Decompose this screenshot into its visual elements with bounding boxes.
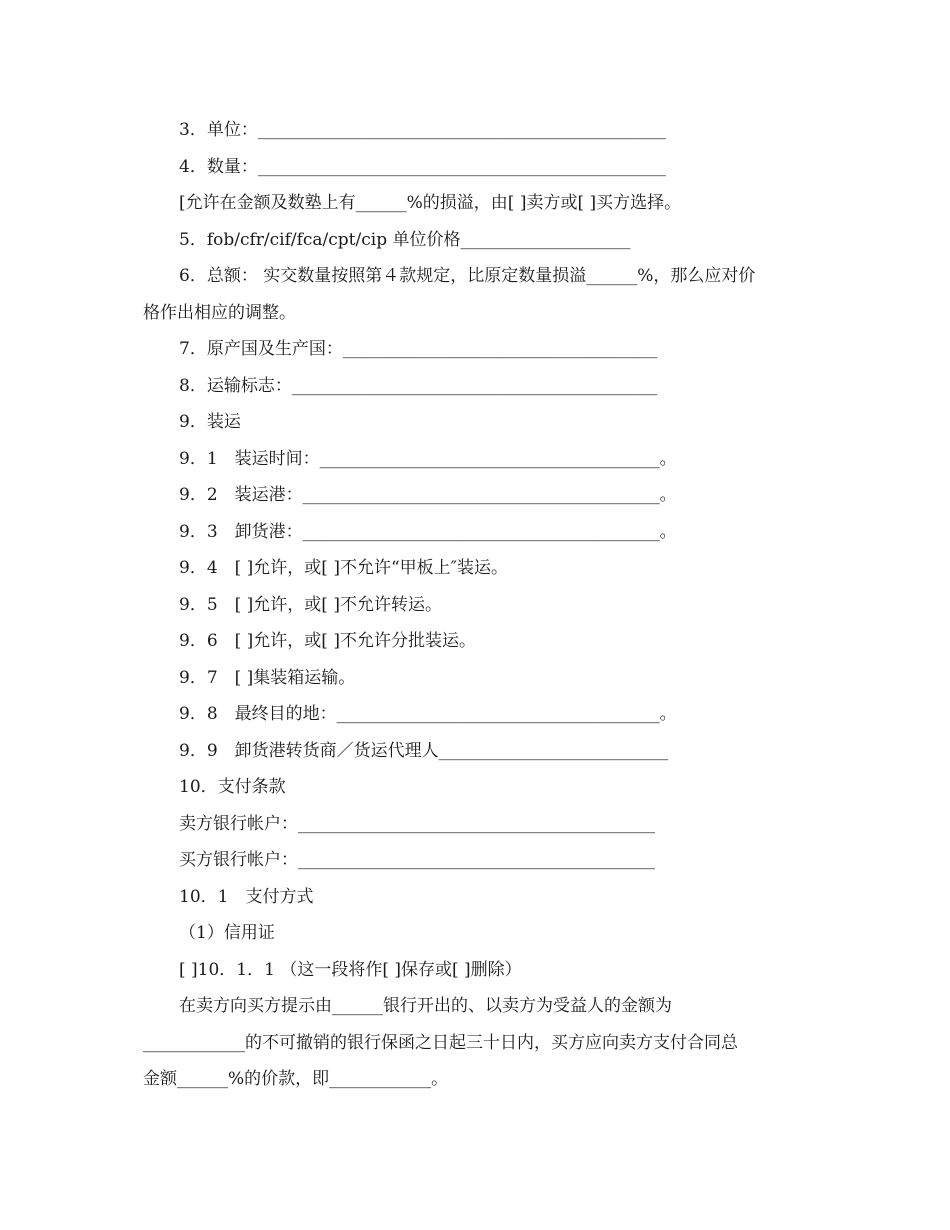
clause-5-unit-price: 5．fob/cfr/cif/fca/cpt/cip 单位价格____________________ [179,230,631,250]
clause-9-8: 9．8 最终目的地：______________________________________。 [179,704,677,724]
clause-9-7: 9．7 [ ]集装箱运输。 [179,668,356,688]
clause-9-9: 9．9 卸货港转货商／货运代理人___________________________ [179,741,669,761]
clause-6-total-amount: 6．总额： 实交数量按照第４款规定，比原定数量损溢______%，那么应对价 [179,266,756,286]
clause-6-continuation: 格作出相应的调整。 [143,303,296,323]
clause-9-shipment: 9．装运 [179,412,241,432]
paragraph-line-2: ____________的不可撤销的银行保函之日起三十日内，买方应向卖方支付合同总 [143,1033,738,1053]
clause-10-payment: 10．支付条款 [179,777,286,797]
clause-7-origin: 7．原产国及生产国：_____________________________________ [179,339,658,359]
clause-9-1: 9．1 装运时间：________________________________________。 [179,449,677,469]
clause-tolerance: [允许在金额及数塾上有______%的损溢，由[ ]卖方或[ ]买方选择。 [179,193,682,213]
buyer-bank-account: 买方银行帐户：__________________________________________ [179,850,655,870]
clause-9-3: 9．3 卸货港：__________________________________________。 [179,522,677,542]
clause-9-6: 9．6 [ ]允许，或[ ]不允许分批装运。 [179,631,476,651]
seller-bank-account: 卖方银行帐户：__________________________________________ [179,814,655,834]
paragraph-line-1: 在卖方向买方提示由______银行开出的、以卖方为受益人的金额为 [179,996,672,1016]
clause-9-2: 9．2 装运港：__________________________________________。 [179,485,677,505]
clause-10-1: 10．1 支付方式 [179,887,314,907]
paragraph-line-3: 金额______%的价款，即____________。 [143,1069,449,1089]
clause-8-marks: 8．运输标志：___________________________________________ [179,376,658,396]
clause-9-5: 9．5 [ ]允许，或[ ]不允许转运。 [179,595,442,615]
clause-3-unit: 3．单位：________________________________________________ [179,120,666,140]
clause-9-4: 9．4 [ ]允许，或[ ]不允许“甲板上″装运。 [179,558,509,578]
letter-of-credit: （1）信用证 [179,923,275,943]
clause-10-1-1: [ ]10．1．1 （这一段将作[ ]保存或[ ]删除） [179,960,522,980]
clause-4-quantity: 4．数量：________________________________________________ [179,157,666,177]
